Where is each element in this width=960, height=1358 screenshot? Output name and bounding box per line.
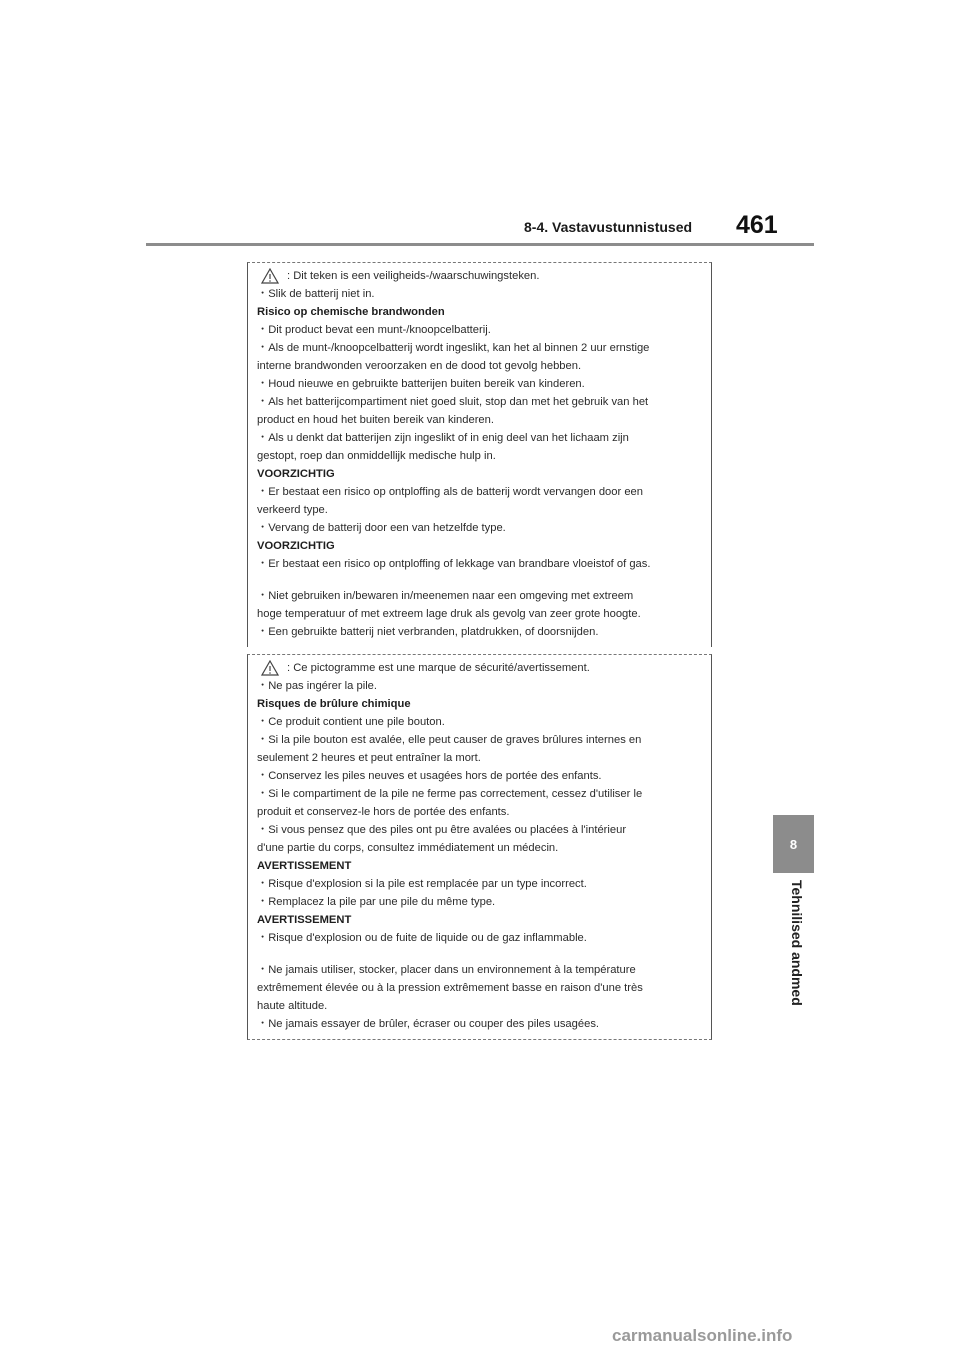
dutch-symbol-text: : Dit teken is een veiligheids-/waarschuwingsteken. — [287, 270, 540, 282]
dutch-warning-box — [247, 262, 712, 647]
text-line: hoge temperatuur of met extreem lage druk als gevolg van zeer grote hoogte. — [257, 608, 641, 620]
dutch-symbol-row — [257, 267, 705, 285]
dutch-text-lines — [257, 285, 705, 641]
text-line: ・Ne jamais essayer de brûler, écraser ou couper des piles usagées. — [257, 1018, 600, 1030]
text-line: ・Si le compartiment de la pile ne ferme pas correctement, cessez d'utiliser le — [257, 788, 643, 800]
french-symbol-row — [257, 659, 705, 677]
text-line: ・Conservez les piles neuves et usagées hors de portée des enfants. — [257, 770, 602, 782]
text-line: ・Slik de batterij niet in. — [257, 288, 375, 300]
text-line: ・Niet gebruiken in/bewaren in/meenemen naar een omgeving met extreem — [257, 590, 634, 602]
text-line: seulement 2 heures et peut entraîner la mort. — [257, 752, 481, 764]
text-line: d'une partie du corps, consultez immédiatement un médecin. — [257, 842, 559, 854]
section-heading: Risico op chemische brandwonden — [257, 306, 445, 318]
text-line: ・Als u denkt dat batterijen zijn ingeslikt of in enig deel van het lichaam zijn — [257, 432, 629, 444]
text-line: interne brandwonden veroorzaken en de dood tot gevolg hebben. — [257, 360, 582, 372]
text-line: ・Si vous pensez que des piles ont pu être avalées ou placées à l'intérieur — [257, 824, 627, 836]
text-line: produit et conservez-le hors de portée des enfants. — [257, 806, 510, 818]
text-line: ・Ne jamais utiliser, stocker, placer dans un environnement à la température — [257, 964, 636, 976]
text-line: gestopt, roep dan onmiddellijk medische hulp in. — [257, 450, 496, 462]
text-line: ・Ce produit contient une pile bouton. — [257, 716, 445, 728]
section-heading: VOORZICHTIG — [257, 468, 335, 480]
text-line: ・Als het batterijcompartiment niet goed sluit, stop dan met het gebruik van het — [257, 396, 649, 408]
section-heading: VOORZICHTIG — [257, 540, 335, 552]
text-line: ・Vervang de batterij door een van hetzelfde type. — [257, 522, 506, 534]
chapter-label: Tehnilised andmed — [789, 880, 805, 1006]
text-line: ・Si la pile bouton est avalée, elle peut causer de graves brûlures internes en — [257, 734, 642, 746]
text-line: ・Er bestaat een risico op ontploffing of lekkage van brandbare vloeistof of gas. — [257, 558, 651, 570]
watermark: carmanualsonline.info — [612, 1326, 793, 1345]
text-line: ・Een gebruikte batterij niet verbranden, platdrukken, of doorsnijden. — [257, 626, 599, 638]
chapter-tab: 8 — [773, 815, 814, 873]
text-line: verkeerd type. — [257, 504, 328, 516]
text-line: ・Als de munt-/knoopcelbatterij wordt ingeslikt, kan het al binnen 2 uur ernstige — [257, 342, 650, 354]
text-line: ・Risque d'explosion ou de fuite de liquide ou de gaz inflammable. — [257, 932, 587, 944]
french-symbol-text: : Ce pictogramme est une marque de sécurité/avertissement. — [287, 662, 590, 674]
text-line: ・Remplacez la pile par une pile du même type. — [257, 896, 496, 908]
french-warning-box — [247, 654, 712, 1040]
text-line: ・Risque d'explosion si la pile est remplacée par un type incorrect. — [257, 878, 587, 890]
text-line: haute altitude. — [257, 1000, 328, 1012]
warning-triangle-icon — [261, 268, 279, 284]
warning-triangle-icon — [261, 660, 279, 676]
french-text-lines — [257, 677, 705, 1033]
text-line: ・Ne pas ingérer la pile. — [257, 680, 378, 692]
text-line: ・Houd nieuwe en gebruikte batterijen buiten bereik van kinderen. — [257, 378, 585, 390]
section-title: 8-4. Vastavustunnistused — [524, 219, 693, 235]
text-line: product en houd het buiten bereik van kinderen. — [257, 414, 494, 426]
section-heading: AVERTISSEMENT — [257, 860, 352, 872]
text-line: extrêmement élevée ou à la pression extrêmement basse en raison d'une très — [257, 982, 643, 994]
section-heading: Risques de brûlure chimique — [257, 698, 411, 710]
text-line: ・Dit product bevat een munt-/knoopcelbatterij. — [257, 324, 491, 336]
section-heading: AVERTISSEMENT — [257, 914, 352, 926]
text-line: ・Er bestaat een risico op ontploffing als de batterij wordt vervangen door een — [257, 486, 643, 498]
header-rule — [146, 243, 814, 246]
page-number: 461 — [736, 211, 778, 239]
